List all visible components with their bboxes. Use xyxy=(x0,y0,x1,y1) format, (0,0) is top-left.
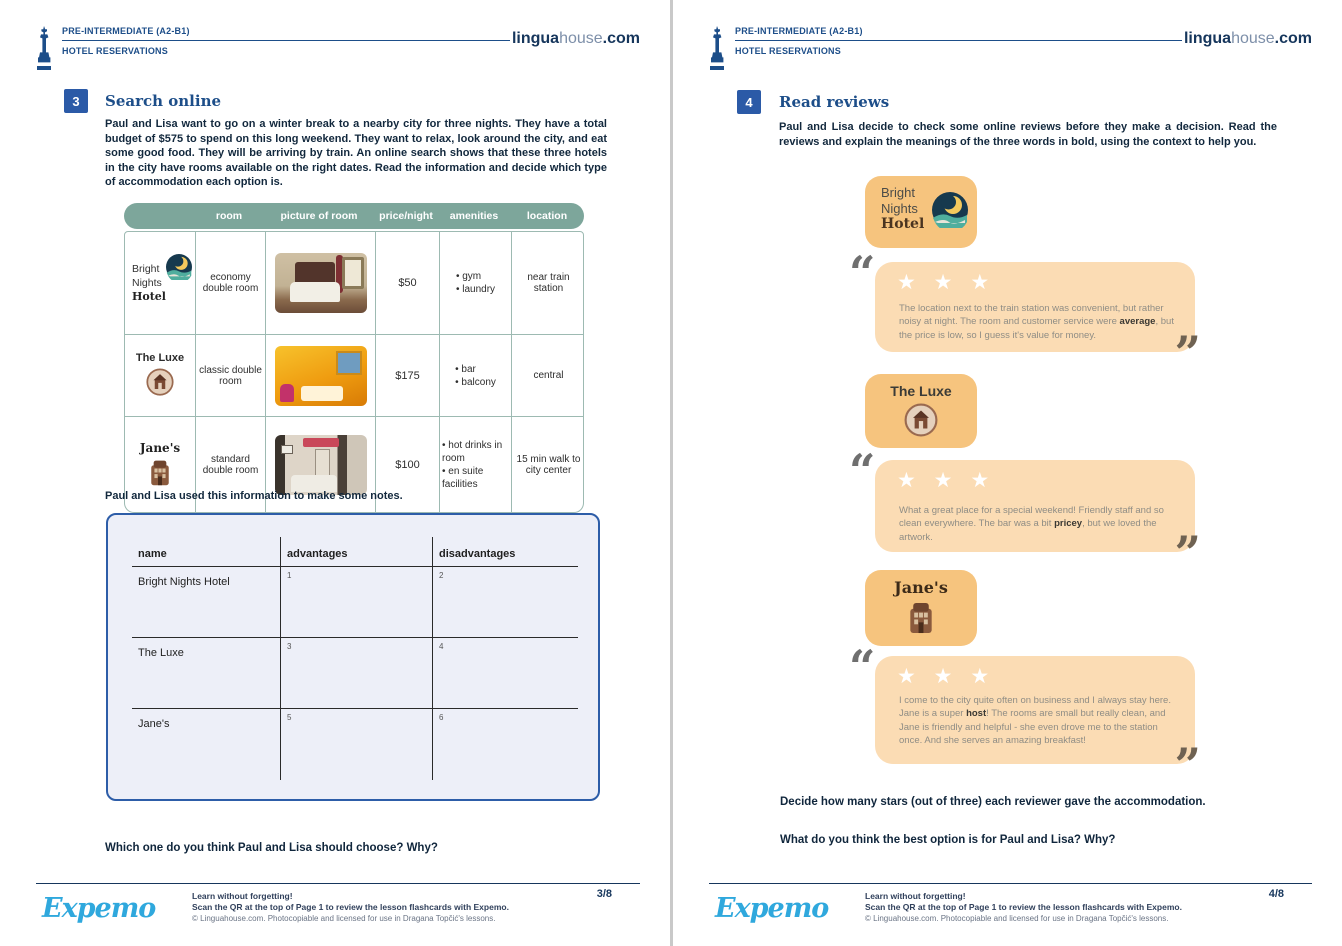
location-cell: 15 min walk to city center xyxy=(511,416,584,512)
hotels-table-header xyxy=(124,203,584,229)
level-label: PRE-INTERMEDIATE (A2-B1) xyxy=(735,26,863,36)
close-quote-icon xyxy=(1175,742,1201,788)
notes-disadvantages-cell: 6 xyxy=(432,709,578,780)
best-option-question: What do you think the best option is for Paul and Lisa? Why? xyxy=(780,834,1116,846)
review-text-pre: What a great place for a special weekend! Friendly staff and so clean everywhere. The bar was a bit xyxy=(899,505,1164,530)
star-rating: ★ ★ ★ xyxy=(897,469,996,492)
hotels-comparison-table xyxy=(124,203,584,513)
review-text-pre: I come to the city quite often on business and I always stay here. Jane is a super xyxy=(899,695,1171,720)
notes-header-advantages: advantages xyxy=(280,537,432,567)
expemo-logo: Expemo xyxy=(715,893,829,924)
level-label: PRE-INTERMEDIATE (A2-B1) xyxy=(62,26,190,36)
star-rating: ★ ★ ★ xyxy=(897,271,996,294)
logo-part-lingua: lingua xyxy=(1183,30,1232,47)
hotel-name-the-luxe xyxy=(125,334,195,416)
header-meta xyxy=(62,26,510,56)
footer-line1: Learn without forgetting! xyxy=(865,891,966,901)
open-quote-icon xyxy=(849,448,875,494)
amenity-item: • laundry xyxy=(456,283,495,296)
review-bold-word: host xyxy=(966,708,987,720)
footer-text xyxy=(865,891,1205,925)
review-bubble-bright-nights xyxy=(875,262,1195,352)
logo-part-house: house xyxy=(1231,30,1275,47)
header-meta xyxy=(735,26,1182,56)
room-photo-cell xyxy=(265,232,375,334)
worksheet-page-4 xyxy=(673,0,1342,946)
review-bold-word: pricey xyxy=(1054,518,1083,530)
review-bubble-the-luxe xyxy=(875,460,1195,552)
choose-question: Which one do you think Paul and Lisa should choose? Why? xyxy=(105,842,438,854)
photo-detail xyxy=(280,384,294,402)
close-quote-icon xyxy=(1175,330,1201,376)
photo-detail xyxy=(301,386,343,401)
amenities-cell xyxy=(439,232,511,334)
badge-name-line: Bright xyxy=(881,185,915,200)
review-text-post: , but we loved the artwork. xyxy=(899,518,1157,543)
room-type-cell: economy double room xyxy=(195,232,265,334)
section-intro: Paul and Lisa decide to check some online reviews before they make a decision. Read the reviews and explain the meanings of the three words in bold, using the context to help you. xyxy=(779,121,1277,148)
the-luxe-crest-logo-icon xyxy=(904,403,938,442)
notes-advantages-cell: 1 xyxy=(280,567,432,638)
header-cell-room: room xyxy=(215,210,243,222)
hotels-table-body xyxy=(124,231,584,513)
hotel-name-bright-nights xyxy=(125,232,195,334)
room-photo-janes xyxy=(275,435,367,495)
review-bold-word: average xyxy=(1119,316,1156,328)
statue-of-liberty-icon xyxy=(36,26,52,75)
footer-line2: Scan the QR at the top of Page 1 to review the lesson flashcards with Expemo. xyxy=(192,902,509,913)
badge-janes xyxy=(865,570,977,646)
review-text-post: ! The rooms are small but really clean, and Jane is friendly and helpful - she even drove me to the station once. And she serves an amazing breakfast! xyxy=(899,708,1166,747)
header-cell-picture: picture of room xyxy=(280,210,358,222)
page-number: 4/8 xyxy=(1268,888,1284,900)
amenity-item: • balcony xyxy=(455,376,496,389)
photo-detail xyxy=(303,438,339,447)
badge-name xyxy=(881,185,924,232)
header-cell-location: location xyxy=(526,210,568,222)
section-title: Read reviews xyxy=(779,93,890,111)
page-header xyxy=(36,24,640,70)
badge-name-line: Nights xyxy=(881,200,918,216)
review-text xyxy=(899,302,1177,342)
notes-box xyxy=(106,513,600,801)
price-cell: $175 xyxy=(375,334,439,416)
janes-building-logo-icon xyxy=(148,459,172,489)
amenity-item: • bar xyxy=(455,363,496,376)
footer-copyright: © Linguahouse.com. Photocopiable and licensed for use in Dragana Topčić's lessons. xyxy=(192,913,496,923)
hotel-name-line: Hotel xyxy=(132,289,166,303)
logo-part-com: .com xyxy=(602,30,640,47)
section-intro: Paul and Lisa want to go on a winter break to a nearby city for three nights. They have a total budget of $575 to spend on this long weekend. They want to relax, look around the city, and eat some good food. They will be arriving by train. An online search shows that these three hotels in the city have rooms available on the right dates. Read the information and decide which type of accommodation each option is. xyxy=(105,118,607,189)
section-number-badge: 3 xyxy=(64,89,88,113)
statue-of-liberty-icon xyxy=(709,26,725,75)
notes-intro: Paul and Lisa used this information to make some notes. xyxy=(105,490,403,502)
amenities-cell xyxy=(439,334,511,416)
bright-nights-moon-logo-icon xyxy=(166,254,192,283)
review-bubble-janes xyxy=(875,656,1195,764)
header-rule xyxy=(735,40,1182,41)
janes-building-logo-icon xyxy=(906,601,936,639)
footer-rule xyxy=(709,883,1312,884)
badge-the-luxe xyxy=(865,374,977,448)
header-cell-blank xyxy=(124,203,194,229)
amenity-item: • hot drinks in room xyxy=(442,439,509,465)
hotel-name-line: Jane's xyxy=(139,440,181,455)
review-text xyxy=(899,694,1177,748)
notes-header-name: name xyxy=(132,537,280,567)
header-cell-price: price/night xyxy=(379,210,433,222)
hotel-name-line: Nights xyxy=(132,276,162,289)
location-cell: central xyxy=(511,334,584,416)
footer-copyright: © Linguahouse.com. Photocopiable and licensed for use in Dragana Topčić's lessons. xyxy=(865,913,1169,923)
photo-detail xyxy=(291,475,337,492)
photo-detail xyxy=(290,282,340,302)
logo-part-house: house xyxy=(559,30,603,47)
header-rule xyxy=(62,40,510,41)
header-cell-amenities: amenities xyxy=(449,210,499,222)
hotel-name-line: The Luxe xyxy=(135,352,185,364)
review-text-post: , but the price is low, so I guess it's value for money. xyxy=(899,316,1174,341)
price-cell: $100 xyxy=(375,416,439,512)
room-type-cell: standard double room xyxy=(195,416,265,512)
notes-row-name: The Luxe xyxy=(132,638,280,709)
footer-rule xyxy=(36,883,640,884)
notes-advantages-cell: 5 xyxy=(280,709,432,780)
amenity-item: • gym xyxy=(456,270,495,283)
photo-detail xyxy=(342,257,364,289)
photo-detail xyxy=(281,445,293,454)
worksheet-page-3 xyxy=(0,0,670,946)
badge-bright-nights xyxy=(865,176,977,248)
room-photo-cell xyxy=(265,334,375,416)
footer-line2: Scan the QR at the top of Page 1 to review the lesson flashcards with Expemo. xyxy=(865,902,1182,913)
price-cell: $50 xyxy=(375,232,439,334)
notes-disadvantages-cell: 4 xyxy=(432,638,578,709)
logo-part-com: .com xyxy=(1274,30,1312,47)
amenity-item: • en suite facilities xyxy=(442,465,509,491)
open-quote-icon xyxy=(849,644,875,690)
course-label: HOTEL RESERVATIONS xyxy=(62,46,168,56)
review-text xyxy=(899,504,1177,544)
section-title: Search online xyxy=(105,92,222,110)
amenities-cell xyxy=(439,416,511,512)
badge-name: The Luxe xyxy=(890,383,952,399)
linguahouse-logo xyxy=(1184,30,1312,48)
page-number: 3/8 xyxy=(596,888,612,900)
room-photo-bright-nights xyxy=(275,253,367,313)
notes-table xyxy=(132,537,578,780)
linguahouse-logo xyxy=(512,30,640,48)
the-luxe-crest-logo-icon xyxy=(146,368,174,399)
expemo-logo: Expemo xyxy=(42,893,156,924)
review-text-pre: The location next to the train station was convenient, but rather noisy at night. The room and customer service were xyxy=(899,303,1164,328)
notes-disadvantages-cell: 2 xyxy=(432,567,578,638)
bright-nights-moon-logo-icon xyxy=(932,192,968,233)
footer-text xyxy=(192,891,532,925)
course-label: HOTEL RESERVATIONS xyxy=(735,46,841,56)
stars-question: Decide how many stars (out of three) each reviewer gave the accommodation. xyxy=(780,796,1206,808)
hotel-name-line: Bright xyxy=(132,263,160,276)
close-quote-icon xyxy=(1175,530,1201,576)
room-type-cell: classic double room xyxy=(195,334,265,416)
badge-name-line: Hotel xyxy=(881,216,925,233)
notes-header-disadvantages: disadvantages xyxy=(432,537,578,567)
notes-advantages-cell: 3 xyxy=(280,638,432,709)
notes-row-name: Bright Nights Hotel xyxy=(132,567,280,638)
section-number-badge: 4 xyxy=(737,90,761,114)
star-rating: ★ ★ ★ xyxy=(897,665,996,688)
photo-detail xyxy=(336,351,362,375)
badge-name: Jane's xyxy=(894,578,948,597)
page-header xyxy=(709,24,1312,70)
logo-part-lingua: lingua xyxy=(511,30,560,47)
notes-row-name: Jane's xyxy=(138,718,170,730)
location-cell: near train station xyxy=(511,232,584,334)
footer-line1: Learn without forgetting! xyxy=(192,891,293,901)
room-photo-the-luxe xyxy=(275,346,367,406)
open-quote-icon xyxy=(849,250,875,296)
